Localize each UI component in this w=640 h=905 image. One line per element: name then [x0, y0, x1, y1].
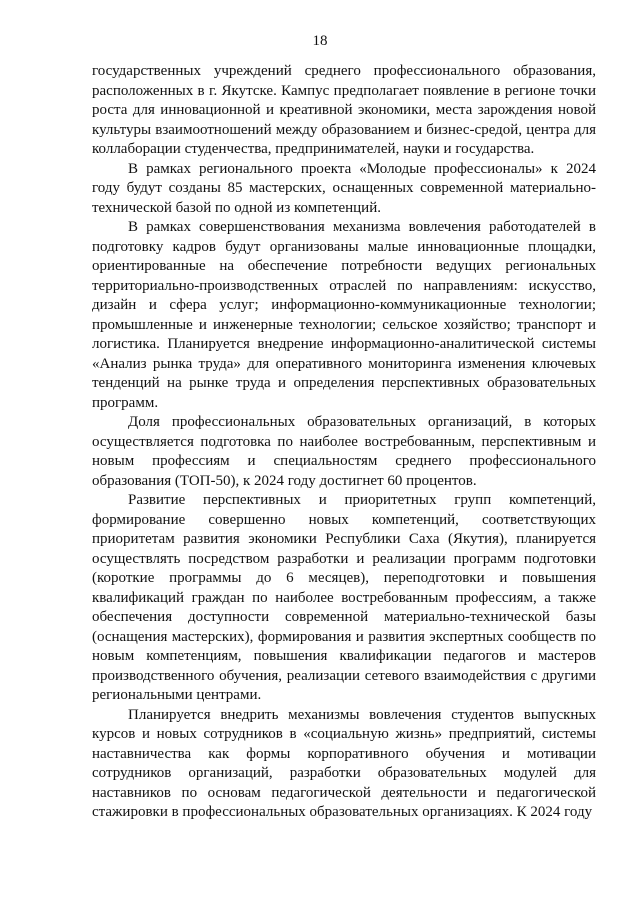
paragraph: Доля профессиональных образовательных организаций, в которых осуществляется подготовка по наиболее востребованным, перспективным и новым профессиям и специальностям среднего профессионального образования (ТОП-50), к 2024 году достигнет 60 процентов.: [92, 414, 596, 489]
paragraph: В рамках регионального проекта «Молодые профессионалы» к 2024 году будут созданы 85 мастерских, оснащенных современной материально-технической базой по одной из компетенций.: [92, 160, 596, 216]
paragraph: В рамках совершенствования механизма вовлечения работодателей в подготовку кадров будут организованы малые инновационные площадки, ориентированные на обеспечение потребности ведущих региональных территориально-производственных отраслей по направлениям: искусство, дизайн и сфера услуг; информационно-коммуникационные технологии; промышленные и инженерные технологии; сельское хозяйство; транспорт и логистика. Планируется внедрение информационно-аналитической системы «Анализ рынка труда» для оперативного мониторинга изменения ключевых тенденций на рынке труда и определения перспективных образовательных программ.: [92, 219, 596, 411]
paragraph: Планируется внедрить механизмы вовлечения студентов выпускных курсов и новых сотрудников в «социальную жизнь» предприятий, системы наставничества как формы корпоративного обучения и мотивации сотрудников организаций, разработки образовательных модулей для наставников по основам педагогической деятельности и педагогической стажировки в профессиональных образовательных организациях. К 2024 году: [92, 706, 596, 820]
paragraph-continuation: государственных учреждений среднего профессионального образования, расположенных в г. Якутске. Кампус предполагает появление в регионе точки роста для инновационной и креативной экономики, места зарождения новой культуры взаимоотношений между образованием и бизнес-средой, центра для коллаборации студенчества, предпринимателей, науки и государства.: [92, 63, 596, 157]
paragraph: Развитие перспективных и приоритетных групп компетенций, формирование совершенно новых компетенций, соответствующих приоритетам развития экономики Республики Саха (Якутия), планируется осуществлять посредством разработки и реализации программ подготовки (короткие программы до 6 месяцев), переподготовки и повышения квалификаций граждан по наиболее востребованным профессиям, а также обеспечения доступности современной материально-технической базы (оснащения мастерских), формирования и развития экспертных сообществ по новым компетенциям, повышения квалификации педагогов и мастеров производственного обучения, реализации сетевого взаимодействия с другими региональными центрами.: [92, 492, 596, 703]
page-number: 18: [312, 33, 328, 49]
body-text: [92, 62, 596, 823]
